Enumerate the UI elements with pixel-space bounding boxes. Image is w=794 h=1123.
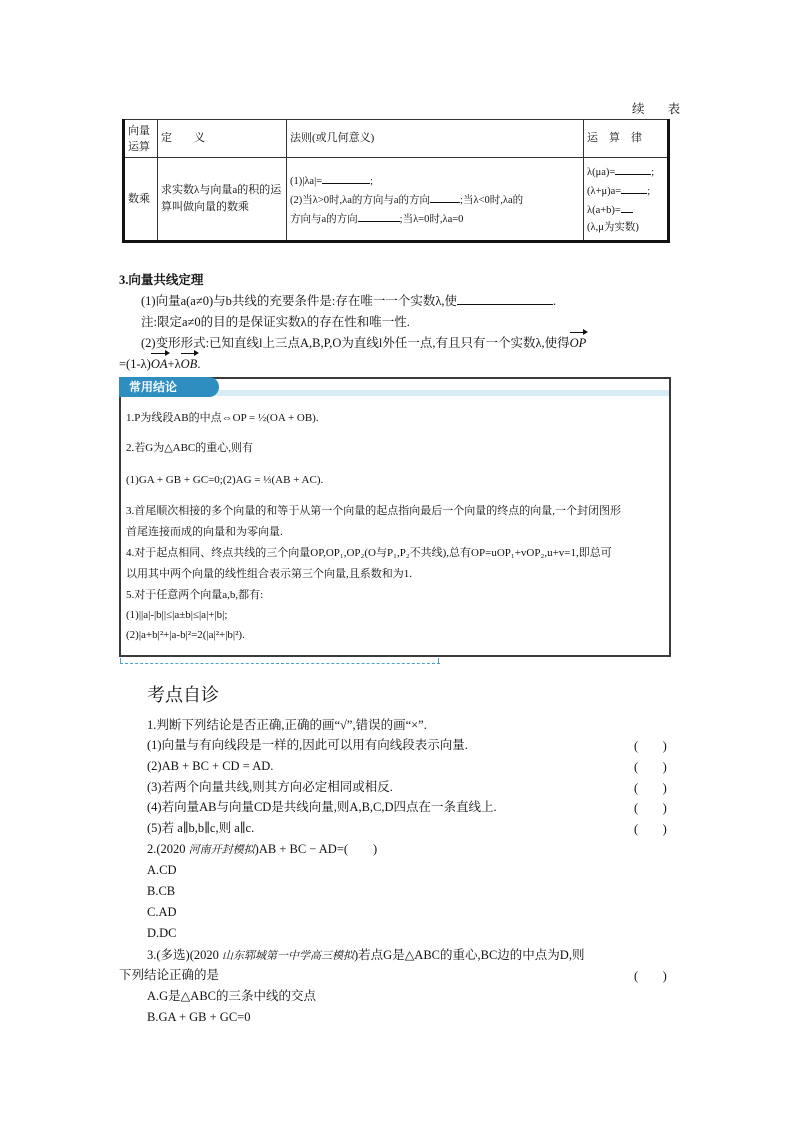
box-tab-label: 常用结论 [119,377,219,397]
section-p4b: +λ [167,357,181,371]
rule-line3a: 方向与a的方向 [290,213,358,225]
continued-label: 续 表 [632,102,691,116]
section-heading: 考点自诊 [147,685,219,706]
box-item: 首尾连接而成的向量和为零向量. [126,526,283,538]
table-row-rule: (1)|λa|= ; (2)当λ>0时,λa的方向与a的方向 ;当λ<0时,λa的 方向与a的方向 ;当λ=0时,λa=0 [287,158,584,242]
blank [358,209,400,222]
table-row-name: 数乘 [124,158,158,242]
table-row-definition: 求实数λ与向量a的积的运算叫做向量的数乘 [158,158,287,242]
blank [621,181,647,194]
dashed-divider [120,663,440,664]
law-3: λ(a+b)= [587,205,621,216]
law-1: λ(μa)= [587,167,616,178]
box-item: 2.若G为△ABC的重心,则有 [126,442,254,454]
table-row-law: λ(μa)= ; (λ+μ)a= ; λ(a+b)= (λ,μ为实数) [584,158,669,242]
blank [621,200,633,213]
q1-item-3: (3)若两个向量共线,则其方向必定相同或相反. [147,780,393,794]
blank [430,190,460,203]
q3-option-a: A.G是△ABC的三条中线的交点 [147,989,316,1003]
q3-line1: )若点G是△ABC的重心,BC边的中点为D,则 [354,948,585,962]
answer-paren: ( ) [634,969,673,983]
box-item: 4.对于起点相同、终点共线的三个向量OP,OP₁,OP₂(O与P₁,P₂不共线),总有OP=uOP₁+vOP₂,u+v=1,即总可 [126,547,612,559]
section-note: 注:限定a≠0的目的是保证实数λ的存在性和唯一性. [141,315,410,329]
rule-line1: (1)|λa|= [290,175,323,187]
q2-option-c: C.AD [147,905,177,919]
rule-line2b: ;当λ<0时,λa的 [460,194,524,206]
table-header-rule: 法则(或几何意义) [287,120,584,158]
q1-stem: 1.判断下列结论是否正确,正确的画“√”,错误的画“×”. [147,718,427,732]
box-header-strip [209,390,669,396]
section-p3: (2)变形形式:已知直线l上三点A,B,P,O为直线l外任一点,有且只有一个实数λ,使得 [141,336,570,350]
box-item: (2)|a+b|²+|a-b|²=2(|a|²+|b|²). [126,629,245,641]
vector-oa: OA [151,354,168,375]
q1-item-2: (2)AB + BC + CD = AD. [147,759,274,773]
q2-option-d: D.DC [147,926,177,940]
q3-option-b: B.GA + GB + GC=0 [147,1010,251,1024]
box-item: 3.首尾顺次相接的多个向量的和等于从第一个向量的起点指向最后一个向量的终点的向量,一个封闭图形 [126,505,621,517]
q1-item-1: (1)向量与有向线段是一样的,因此可以用有向线段表示向量. [147,738,468,752]
vector-ob: OB [181,354,198,375]
box-item: 1.P为线段AB的中点⇔OP = ½(OA + OB). [126,412,319,424]
q1-item-5: (5)若 a∥b,b∥c,则 a∥c. [147,821,255,835]
answer-paren: ( ) [634,822,673,836]
box-item: 以用其中两个向量的线性组合表示第三个向量,且系数和为1. [126,568,412,580]
section-p4c: . [197,357,201,371]
q3-prefix: 3.(多选)(2020 [147,948,219,962]
section-title: 3.向量共线定理 [119,273,204,287]
q3-source: 山东郓城第一中学高三模拟 [222,949,354,962]
divider-tick [438,658,441,664]
rule-line3b: ;当λ=0时,λa=0 [399,213,464,225]
box-item: (1)GA + GB + GC=0;(2)AG = ⅓(AB + AC). [126,474,324,486]
answer-paren: ( ) [634,801,673,815]
rule-line2a: (2)当λ>0时,λa的方向与a的方向 [290,194,431,206]
answer-paren: ( ) [634,739,673,753]
q2-suffix: )AB + BC − AD=( ) [254,842,378,856]
box-item: (1)||a|-|b||≤|a±b|≤|a|+|b|; [126,609,228,621]
blank [457,292,553,305]
table-header-definition: 定 义 [158,120,287,158]
q2-option-b: B.CB [147,884,176,898]
q3-stem [147,946,677,965]
q2-option-a: A.CD [147,863,177,877]
vector-op: OP [570,333,587,354]
law-4: (λ,μ为实数) [587,222,639,233]
blank [615,162,651,175]
section-p1: (1)向量a(a≠0)与b共线的充要条件是:存在唯一一个实数λ,使 [141,294,458,308]
law-2: (λ+μ)a= [587,186,622,197]
box-item: 5.对于任意两个向量a,b,都有: [126,589,264,601]
vector-operation-table [122,119,670,243]
q1-item-4: (4)若向量AB与向量CD是共线向量,则A,B,C,D四点在一条直线上. [147,800,497,814]
q2-source: 河南开封模拟 [188,843,255,856]
table-header-operation: 向量运算 [124,120,158,158]
table-header-law: 运 算 律 [584,120,669,158]
answer-paren: ( ) [634,760,673,774]
answer-paren: ( ) [634,781,673,795]
q2-stem [147,840,377,859]
section-3: 3.向量共线定理 (1)向量a(a≠0)与b共线的充要条件是:存在唯一一个实数λ,使 . 注:限定a≠0的目的是保证实数λ的存在性和唯一性. (2)变形形式:已知直线l上三点A,B,P,O为直线l外任一点,有且只有一个实数λ,使得OP =(1-λ)OA+λOB. [119,270,679,375]
q3-line2: 下列结论正确的是 [119,968,220,982]
q2-prefix: 2.(2020 [147,842,186,856]
blank [322,171,370,184]
section-p4a: =(1-λ) [119,357,151,371]
